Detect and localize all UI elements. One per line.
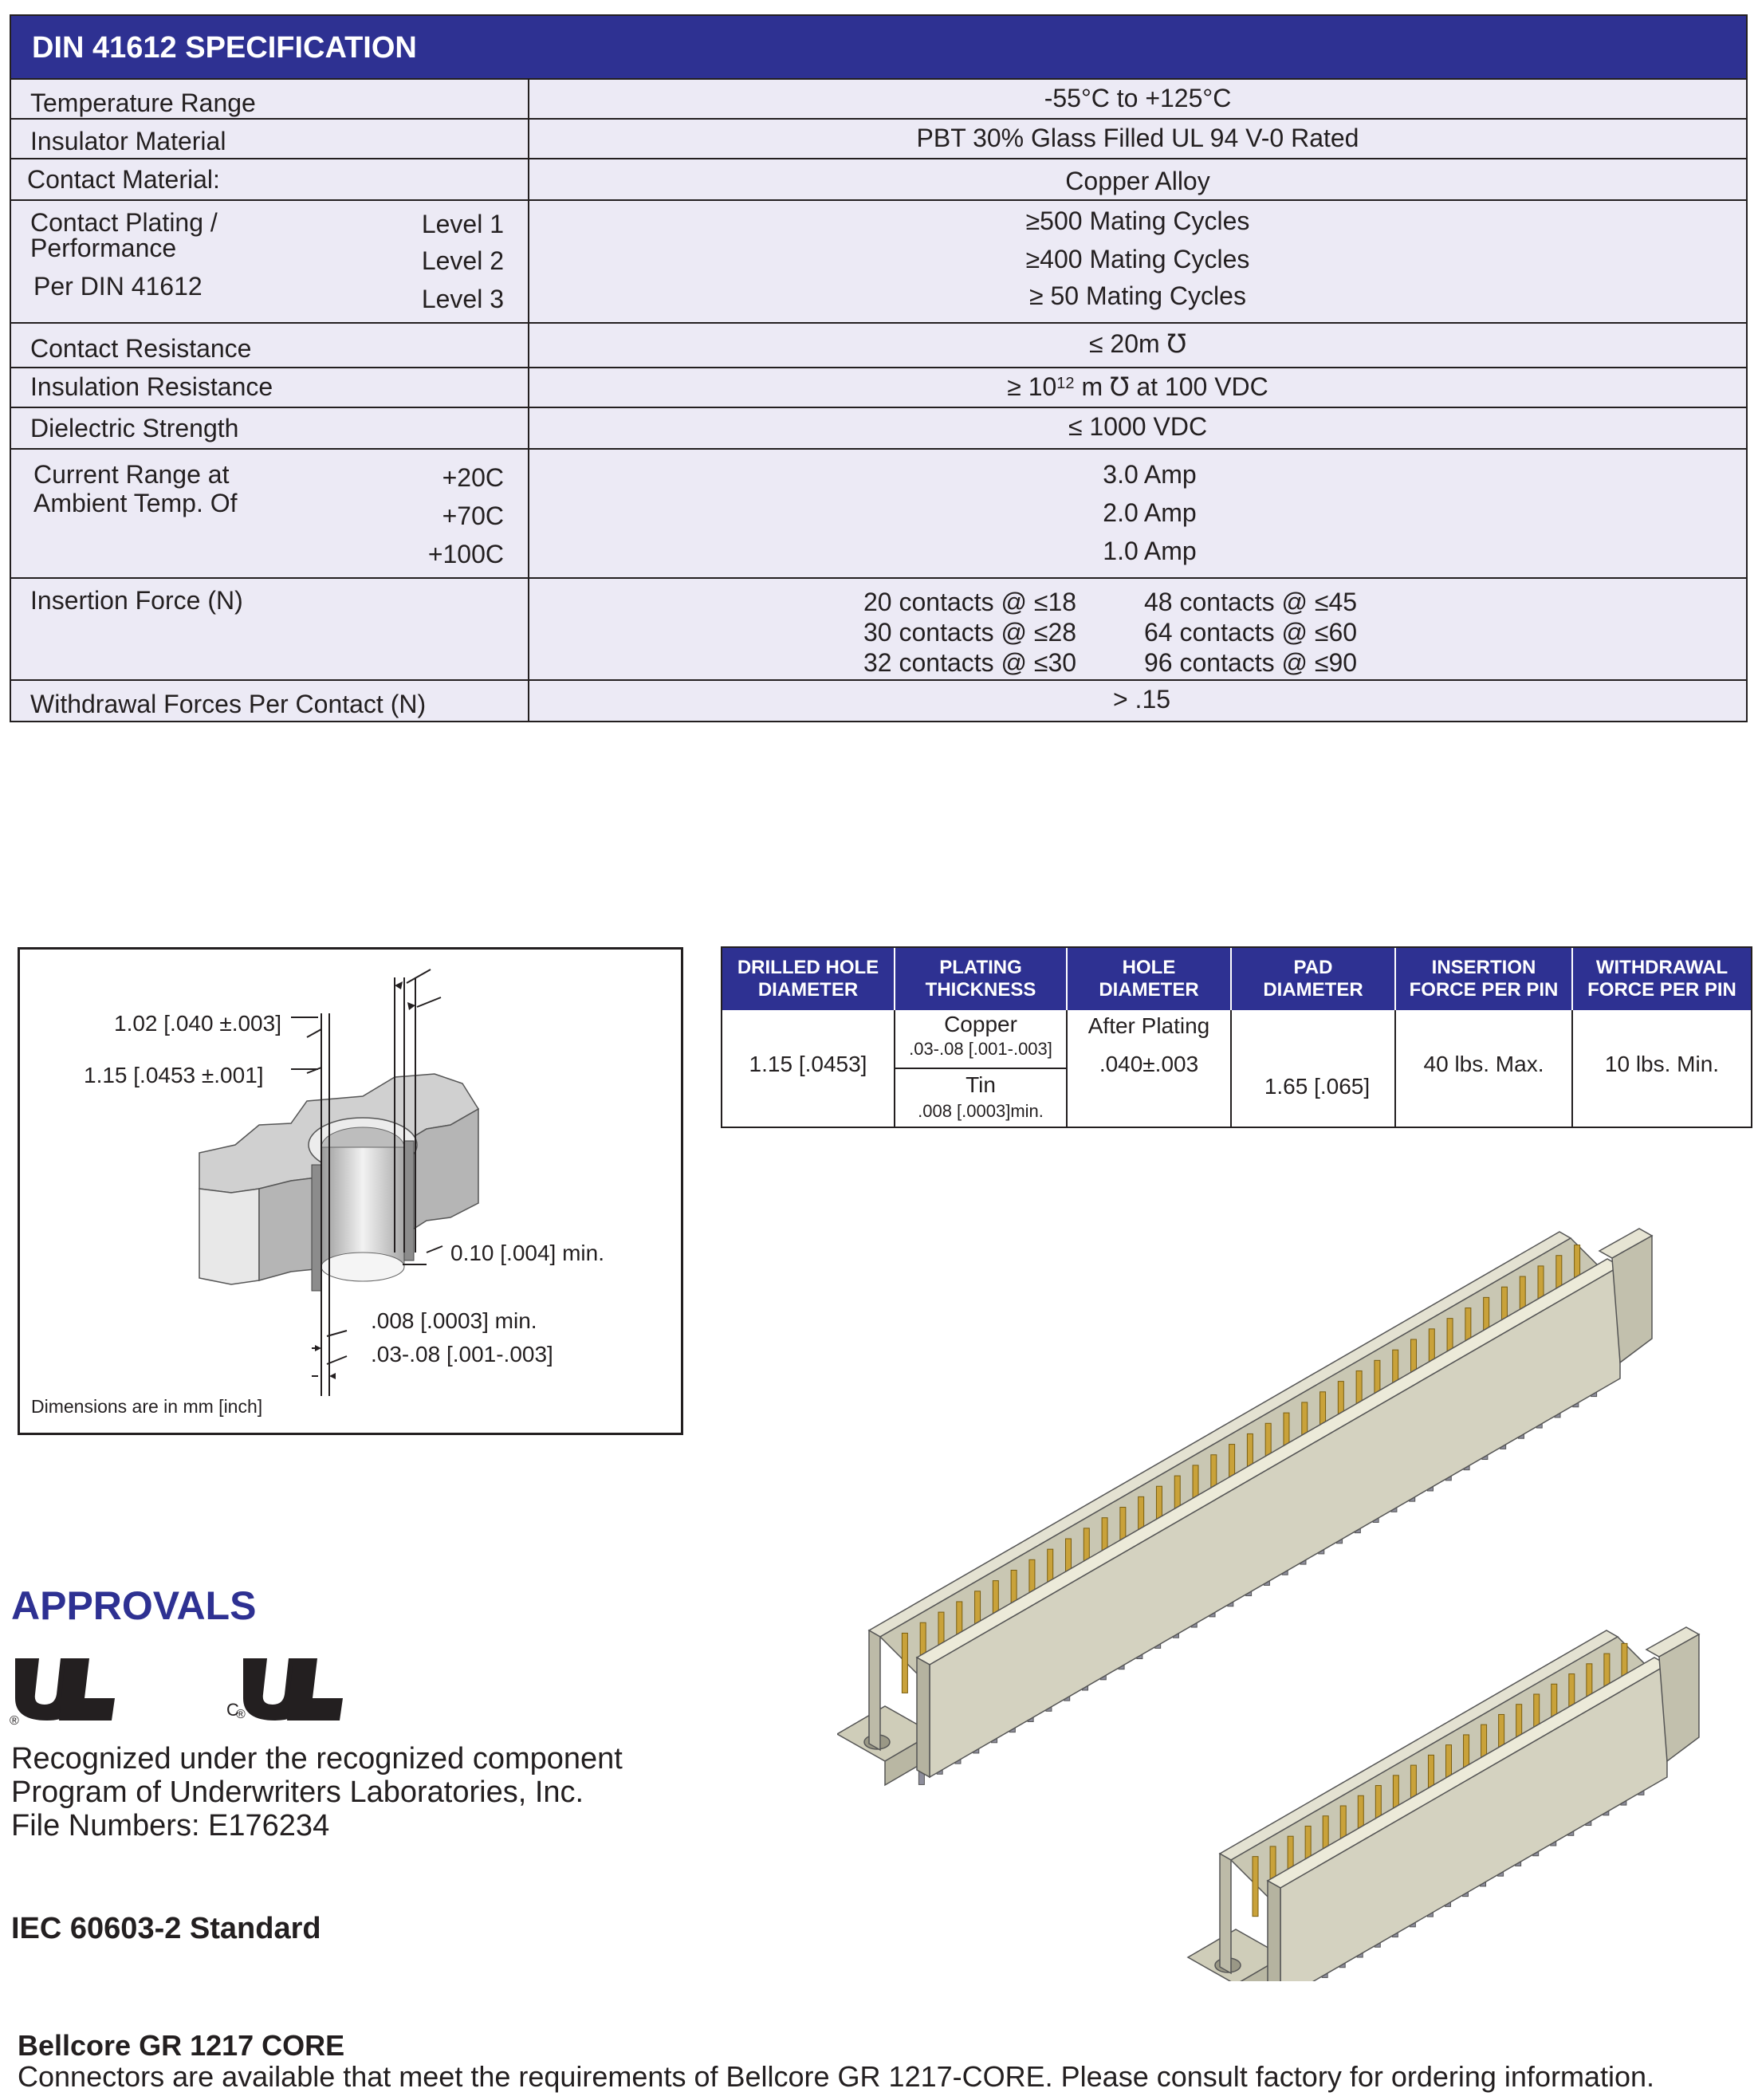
hole-spec-table [721,946,1752,1128]
spec-label: Contact Resistance [11,324,529,367]
approvals-title: APPROVALS [11,1583,257,1628]
contact-pin [1253,1857,1258,1917]
dimension-label: .008 [.0003] min. [371,1308,537,1333]
approval-text: File Numbers: E176234 [11,1809,330,1842]
spec-value: Copper Alloy [1065,167,1210,195]
spec-row-contact-resistance [11,324,1746,368]
table-cell: Copper .03-.08 [.001-.003] Tin .008 [.0003]min. [895,1010,1067,1127]
column-header: DRILLED HOLE DIAMETER [722,948,895,1010]
spec-label: Performance [30,234,177,262]
spec-label: Contact Material: [11,159,529,199]
spec-row-dielectric [11,408,1746,450]
spec-label: Withdrawal Forces Per Contact (N) [11,681,529,721]
column-header: INSERTION FORCE PER PIN [1395,948,1572,1010]
spec-value: > .15 [1112,685,1171,714]
spec-value: ≤ 1000 VDC [1068,412,1208,441]
spec-value: -55°C to +125°C [1044,84,1232,112]
approval-text: Recognized under the recognized component [11,1742,623,1776]
spec-row-withdrawal [11,681,1746,721]
spec-label-group [11,201,529,322]
temp-label: +70C [442,501,504,530]
spec-label: Temperature Range [11,80,529,118]
bellcore-title: Bellcore GR 1217 CORE [18,2029,345,2062]
dimension-label: 1.15 [.0453 ±.001] [84,1063,264,1087]
registered-mark: ® [10,1714,19,1728]
connector-front-end [1268,1881,1280,1981]
temp-label: +20C [442,463,504,492]
spec-label: Insulator Material [11,120,529,158]
table-cell: 1.65 [.065] [1231,1010,1395,1127]
connector-end [869,1630,880,1750]
table-cell: 1.15 [.0453] [722,1010,895,1127]
spec-label: Insertion Force (N) [11,579,529,679]
plating-layer-left [312,1165,321,1291]
column-header: PAD DIAMETER [1231,948,1395,1010]
spec-label: Ambient Temp. Of [33,489,238,517]
end-flange-face [1612,1236,1652,1363]
dimension-label: .03-.08 [.001-.003] [371,1342,553,1367]
connector-small [1188,1627,1699,1981]
spec-value: 3.0 Amp 2.0 Amp 1.0 Amp [1103,460,1197,565]
canada-mark: C [226,1700,239,1720]
spec-label: Insulation Resistance [11,368,529,407]
spec-title: DIN 41612 SPECIFICATION [11,16,1746,80]
ul-recognized-logo [11,1658,123,1722]
spec-row-contact-material [11,159,1746,201]
connector-end [1220,1854,1231,1973]
spec-row-insulator [11,120,1746,159]
spec-label: Per DIN 41612 [33,272,203,301]
spec-value: 20 contacts @ ≤18 30 contacts @ ≤28 32 contacts @ ≤30 48 contacts @ ≤45 64 contacts @ ≤60 96 contacts @ ≤90 [863,588,1358,677]
spec-value: PBT 30% Glass Filled UL 94 V-0 Rated [916,124,1359,152]
spec-row-insulation-resistance [11,368,1746,408]
column-header: PLATING THICKNESS [895,948,1067,1010]
column-header: WITHDRAWAL FORCE PER PIN [1572,948,1751,1010]
approval-text: Program of Underwriters Laboratories, Inc. [11,1776,584,1809]
iec-standard: IEC 60603-2 Standard [11,1912,321,1945]
connector-front-end [917,1658,930,1777]
plating-diagram [18,947,683,1435]
board-front-face [199,1189,259,1284]
spec-label: Current Range at [33,460,230,489]
connector-front-top [917,1259,1620,1665]
spec-label: Dielectric Strength [11,408,529,448]
table-cell: 40 lbs. Max. [1395,1010,1572,1127]
spec-row-temperature [11,80,1746,120]
spec-row-current [11,450,1746,579]
temp-label: +100C [427,540,504,568]
level-label: Level 1 [421,210,504,238]
dimension-label: 0.10 [.004] min. [450,1241,605,1265]
level-label: Level 3 [421,285,504,313]
bellcore-text: Connectors are available that meet the requirements of Bellcore GR 1217-CORE. Please consult factory for ordering information. [18,2060,1655,2093]
spec-table [10,14,1748,722]
spec-label: Contact Plating / [30,208,218,237]
units-note: Dimensions are in mm [inch] [31,1396,263,1417]
contact-pin [902,1633,907,1693]
spec-row-plating [11,201,1746,324]
spec-value: ≥500 Mating Cycles ≥400 Mating Cycles ≥ 50 Mating Cycles [1025,206,1250,310]
end-flange-face [1659,1634,1699,1761]
hole-barrel [321,1147,404,1267]
hole-table-header [722,948,1751,1010]
spec-row-insertion [11,579,1746,681]
table-cell: After Plating .040±.003 [1067,1010,1231,1127]
registered-mark: ® [236,1708,246,1721]
dimension-label: 1.02 [.040 ±.003] [114,1011,281,1036]
column-header: HOLE DIAMETER [1067,948,1231,1010]
table-cell: 10 lbs. Min. [1604,1052,1720,1076]
plating-layer-right [404,1141,414,1260]
c-ul-recognized-logo [239,1658,351,1722]
spec-label-group [11,450,529,577]
hole-table-row [722,1010,1751,1127]
level-label: Level 2 [421,246,504,275]
spec-value: ≤ 20m ℧ [1088,329,1187,358]
din-connectors-illustration [837,1200,1754,1981]
connector-cavity [880,1238,1607,1673]
spec-value: ≥ $10^{12}$ m ℧ at 100 VDC [1007,372,1268,401]
